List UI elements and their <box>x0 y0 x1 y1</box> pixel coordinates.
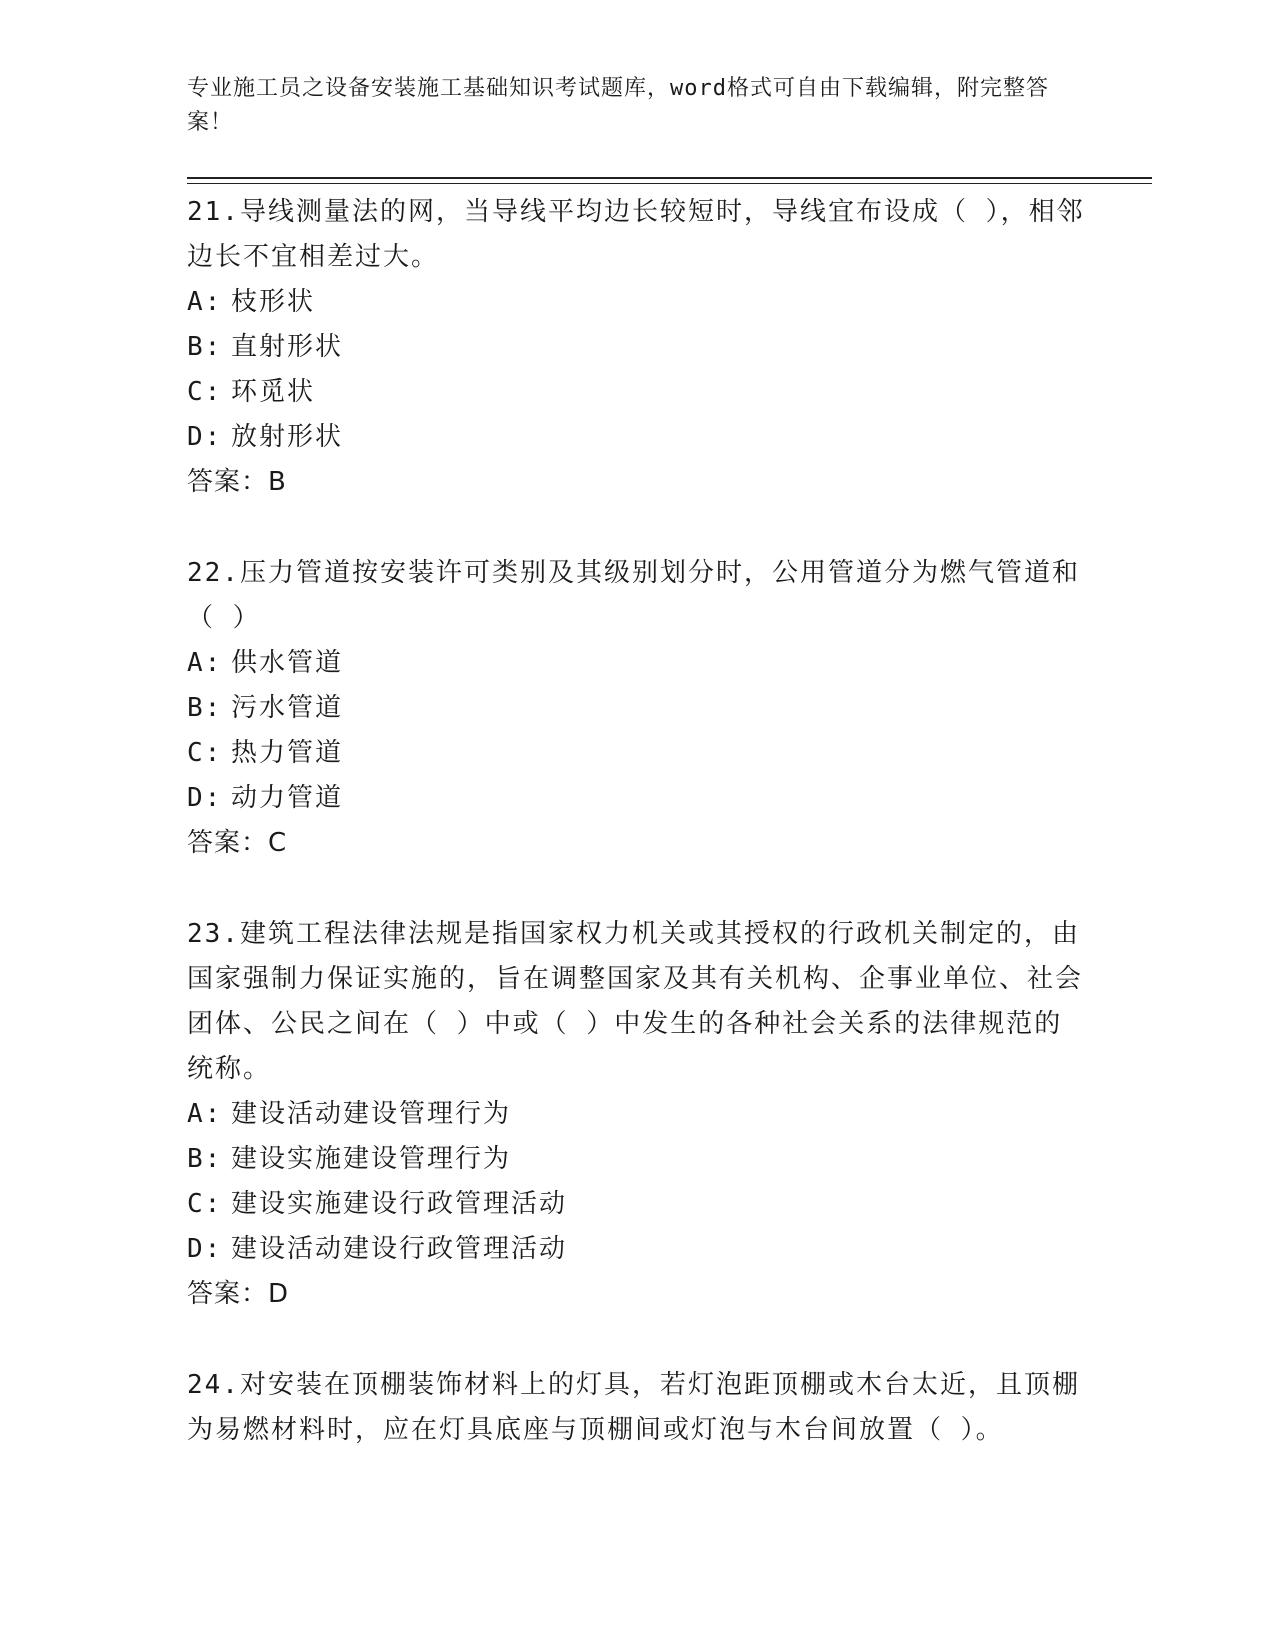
option-letter: C: <box>187 1189 223 1219</box>
option-text: 建设活动建设行政管理活动 <box>231 1234 568 1264</box>
option-d <box>187 415 1087 460</box>
option-b <box>187 1137 1087 1182</box>
option-text: 环觅状 <box>231 377 316 407</box>
document-header-title: 专业施工员之设备安装施工基础知识考试题库，word格式可自由下载编辑，附完整答案！ <box>187 76 1049 135</box>
option-letter: B: <box>187 693 223 723</box>
option-text: 污水管道 <box>231 693 344 723</box>
question-24 <box>187 1363 1087 1453</box>
option-text: 建设实施建设行政管理活动 <box>231 1189 568 1219</box>
question-list <box>187 190 1087 1499</box>
header-divider-thick <box>187 177 1152 179</box>
option-letter: D: <box>187 1234 223 1264</box>
option-a <box>187 641 1087 686</box>
option-letter: D: <box>187 422 223 452</box>
option-b <box>187 686 1087 731</box>
option-d <box>187 1227 1087 1272</box>
option-c <box>187 731 1087 776</box>
option-text: 放射形状 <box>231 422 344 452</box>
option-letter: A: <box>187 287 223 317</box>
answer-line: 答案：C <box>187 828 288 858</box>
answer-line: 答案：D <box>187 1279 290 1309</box>
option-text: 枝形状 <box>231 287 316 317</box>
option-letter: A: <box>187 648 223 678</box>
option-letter: B: <box>187 332 223 362</box>
option-b <box>187 325 1087 370</box>
question-text: 22.压力管道按安装许可类别及其级别划分时，公用管道分为燃气管道和（ ） <box>187 558 1080 633</box>
question-text: 23.建筑工程法律法规是指国家权力机关或其授权的行政机关制定的，由国家强制力保证实施的，旨在调整国家及其有关机构、企事业单位、社会团体、公民之间在（ ）中或（ ）中发生的各种社会关系的法律规范的统称。 <box>187 919 1084 1084</box>
option-text: 建设活动建设管理行为 <box>231 1099 512 1129</box>
question-text: 24.对安装在顶棚装饰材料上的灯具，若灯泡距顶棚或木台太近，且顶棚为易燃材料时，应在灯具底座与顶棚间或灯泡与木台间放置（ ）。 <box>187 1370 1080 1445</box>
option-a <box>187 280 1087 325</box>
option-letter: D: <box>187 783 223 813</box>
option-letter: A: <box>187 1099 223 1129</box>
option-letter: C: <box>187 738 223 768</box>
option-d <box>187 776 1087 821</box>
answer-line: 答案：B <box>187 467 287 497</box>
option-text: 动力管道 <box>231 783 344 813</box>
option-text: 直射形状 <box>231 332 344 362</box>
option-letter: B: <box>187 1144 223 1174</box>
question-21 <box>187 190 1087 505</box>
option-a <box>187 1092 1087 1137</box>
option-text: 建设实施建设管理行为 <box>231 1144 512 1174</box>
question-22 <box>187 551 1087 866</box>
question-text: 21.导线测量法的网，当导线平均边长较短时，导线宜布设成（ ），相邻边长不宜相差过大。 <box>187 197 1085 272</box>
option-text: 热力管道 <box>231 738 344 768</box>
header-divider-thin <box>187 183 1152 184</box>
question-23 <box>187 912 1087 1317</box>
option-c <box>187 370 1087 415</box>
option-c <box>187 1182 1087 1227</box>
option-letter: C: <box>187 377 223 407</box>
option-text: 供水管道 <box>231 648 344 678</box>
